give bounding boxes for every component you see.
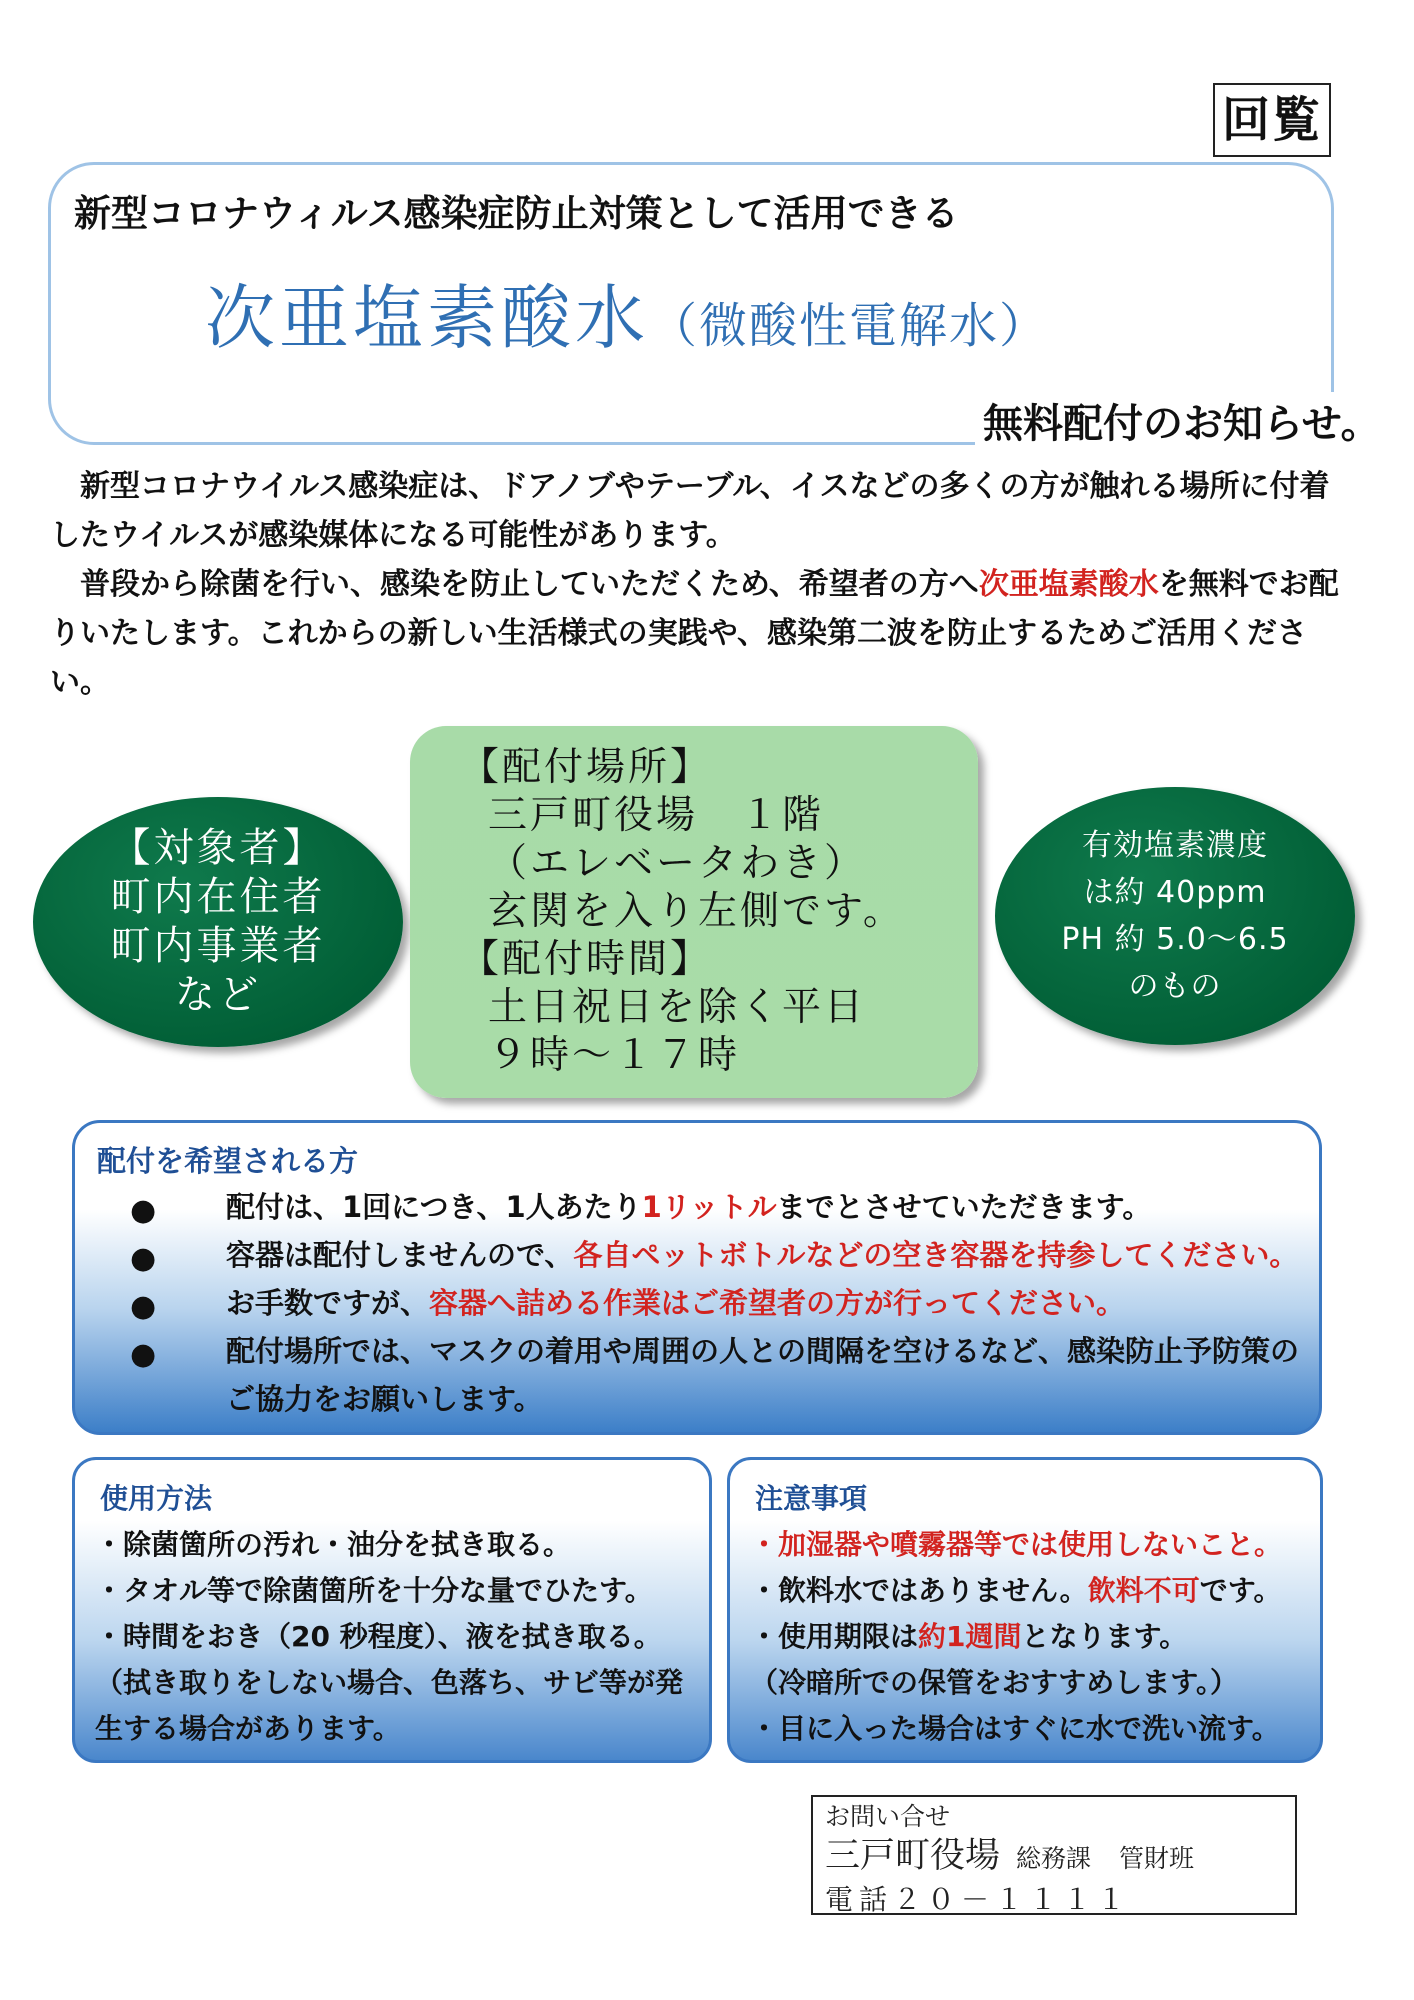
time-line-1: 土日祝日を除く平日 — [488, 985, 867, 1030]
caution-line-5: ・目に入った場合はすぐに水で洗い流す。 — [750, 1712, 1280, 1745]
contact-team: 管財班 — [1119, 1844, 1195, 1873]
caution-line-2-b: です。 — [1199, 1574, 1282, 1607]
request-item-1-a: 配付は、1回につき、1人あたり — [226, 1190, 642, 1224]
target-oval — [33, 797, 403, 1047]
bullet-icon: ● — [130, 1193, 157, 1228]
bullet-icon: ● — [130, 1289, 157, 1324]
caution-line-4: （冷暗所での保管をおすすめします。） — [750, 1666, 1239, 1699]
request-item-2-a: 容器は配付しませんので、 — [226, 1238, 574, 1272]
intro-p2-b: を無料でお配りいたします。これからの新しい生活様式の実践や、感染第二波を防止するためご活用ください。 — [50, 567, 1339, 700]
intro-paragraph-1: 新型コロナウイルス感染症は、ドアノブやテーブル、イスなどの多くの方が触れる場所に付着したウイルスが感染媒体になる可能性があります。 — [50, 469, 1330, 553]
list-item — [120, 1231, 1310, 1279]
caution-line-3 — [750, 1614, 1282, 1660]
contact-box — [811, 1795, 1297, 1915]
page-title — [205, 262, 1049, 363]
caution-line-2-a: ・飲料水ではありません。 — [750, 1574, 1088, 1607]
request-heading: 配付を希望される方 — [97, 1144, 359, 1178]
caution-heading: 注意事項 — [755, 1482, 868, 1515]
spec-line-4: のもの — [1128, 969, 1222, 1004]
usage-line-2: ・タオル等で除菌箇所を十分な量でひたす。 — [95, 1574, 653, 1607]
caution-lines — [750, 1522, 1282, 1752]
usage-box — [72, 1457, 712, 1763]
title-main-text: 次亜塩素酸水 — [205, 277, 649, 359]
spec-oval — [995, 787, 1355, 1045]
title-tail: 無料配付のお知らせ。 — [975, 392, 1389, 449]
place-heading: 【配付場所】 — [460, 745, 713, 790]
list-item — [120, 1183, 1310, 1231]
usage-line-4: （拭き取りをしない場合、色落ち、サビ等が発 — [95, 1666, 684, 1699]
request-item-3-a: お手数ですが、 — [226, 1286, 430, 1320]
contact-office-line — [825, 1832, 1295, 1883]
place-line-3: 玄関を入り左側です。 — [488, 889, 905, 934]
usage-lines — [95, 1522, 683, 1752]
target-line-2: 町内事業者 — [110, 923, 326, 969]
title-sub-text: （微酸性電解水） — [649, 298, 1050, 354]
circulation-badge: 回覧 — [1213, 83, 1331, 157]
caution-line-3-b: となります。 — [1021, 1620, 1188, 1653]
caution-line-2 — [750, 1568, 1282, 1614]
caution-line-2-red: 飲料不可 — [1087, 1574, 1200, 1607]
request-item-1-red: 1リットル — [641, 1190, 777, 1224]
intro-p2-highlight: 次亜塩素酸水 — [978, 567, 1159, 602]
usage-line-3: ・時間をおき（20 秒程度）、液を拭き取る。 — [95, 1620, 662, 1653]
usage-heading: 使用方法 — [100, 1482, 213, 1515]
time-heading: 【配付時間】 — [460, 937, 713, 982]
request-box — [72, 1120, 1322, 1435]
spec-line-1: 有効塩素濃度 — [1082, 828, 1268, 863]
request-item-3-red: 容器へ詰める作業はご希望者の方が行ってください。 — [429, 1286, 1126, 1320]
bullet-icon: ● — [130, 1241, 157, 1276]
caution-line-3-a: ・使用期限は — [750, 1620, 919, 1653]
contact-label: お問い合せ — [825, 1802, 951, 1831]
intro-paragraph-2 — [50, 560, 1340, 707]
target-line-1: 町内在住者 — [110, 874, 326, 920]
request-item-1-b: までとさせていただきます。 — [776, 1190, 1152, 1224]
list-item — [120, 1327, 1310, 1423]
target-line-3: など — [175, 972, 261, 1018]
intro-p2-a: 普段から除菌を行い、感染を防止していただくため、希望者の方へ — [80, 567, 979, 602]
place-line-1: 三戸町役場 １階 — [488, 793, 825, 838]
contact-phone: 電話２０－１１１１ — [825, 1883, 1132, 1916]
spec-line-3: PH 約 5.0～6.5 — [1061, 922, 1289, 957]
request-item-4: 配付場所では、マスクの着用や周囲の人との間隔を空けるなど、感染防止予防策のご協力をお願いします。 — [226, 1334, 1300, 1416]
target-heading: 【対象者】 — [110, 825, 326, 871]
usage-line-5: 生する場合があります。 — [95, 1712, 401, 1745]
intro-text — [50, 462, 1340, 707]
caution-line-3-red: 約1週間 — [918, 1620, 1022, 1653]
spec-line-2: は約 40ppm — [1083, 875, 1267, 910]
caution-line-1: ・加湿器や噴霧器等では使用しないこと。 — [750, 1528, 1283, 1561]
list-item — [120, 1279, 1310, 1327]
contact-dept: 総務課 — [1016, 1844, 1092, 1873]
title-lead: 新型コロナウィルス感染症防止対策として活用できる — [74, 192, 959, 235]
time-line-2: ９時～１７時 — [488, 1033, 741, 1078]
bullet-icon: ● — [130, 1337, 157, 1372]
contact-office: 三戸町役場 — [825, 1836, 1001, 1876]
place-line-2: （エレベータわき） — [488, 841, 867, 886]
usage-line-1: ・除菌箇所の汚れ・油分を拭き取る。 — [95, 1528, 572, 1561]
request-item-2-red: 各自ペットボトルなどの空き容器を持参してください。 — [573, 1238, 1299, 1272]
caution-box — [727, 1457, 1323, 1763]
request-list — [120, 1183, 1310, 1423]
distribution-box — [410, 726, 978, 1098]
